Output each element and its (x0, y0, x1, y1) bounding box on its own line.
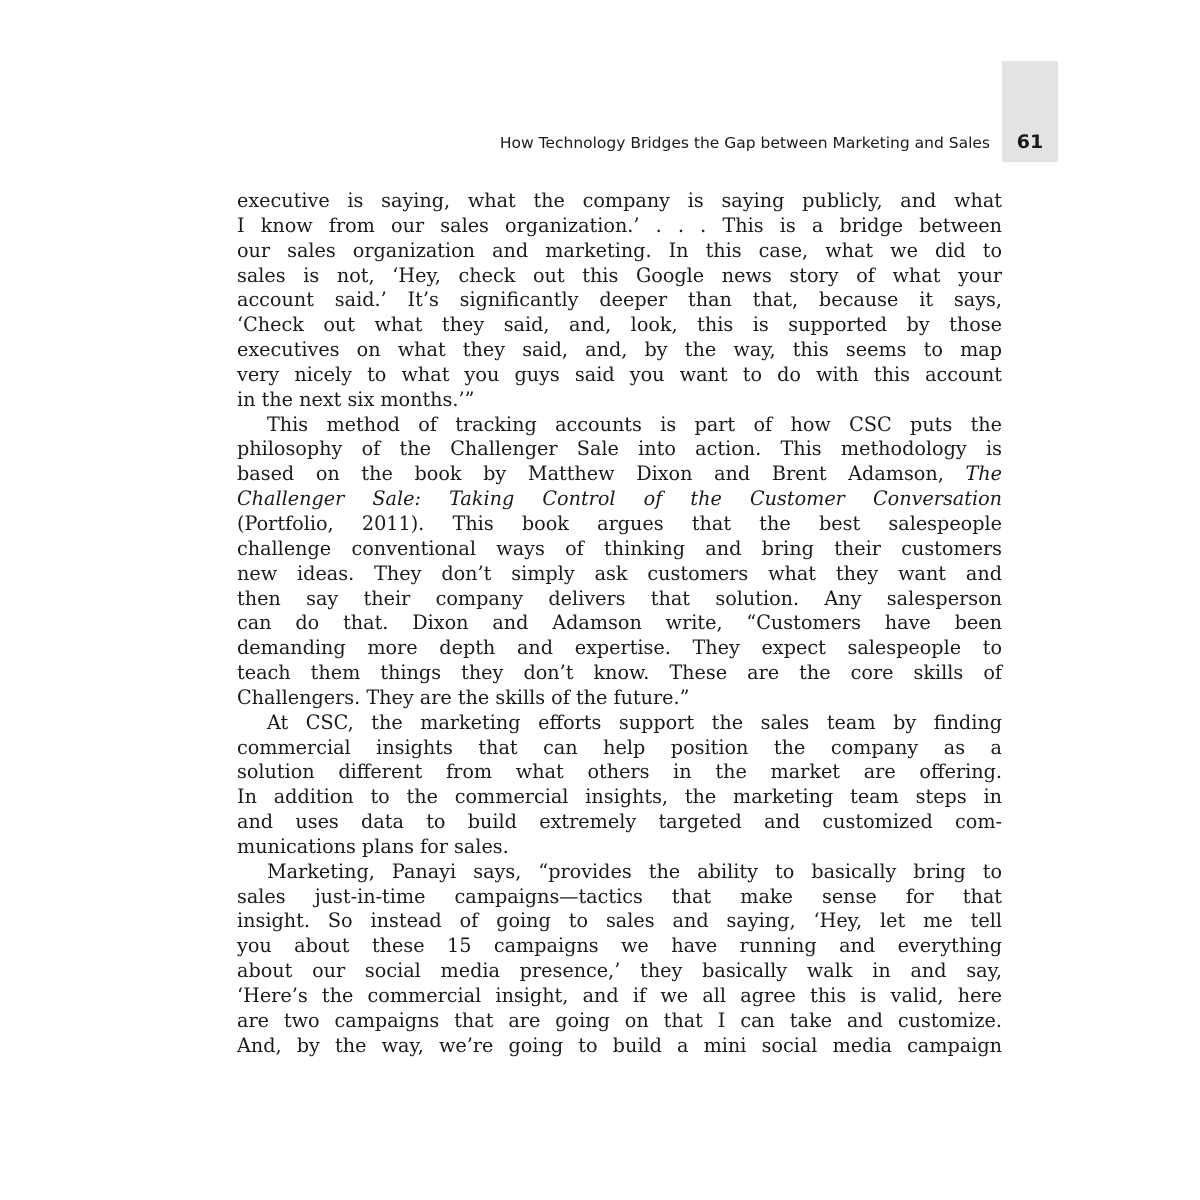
text-line: sales is not, ‘Hey, check out this Google news story of what your (237, 263, 1002, 287)
text-line-with-italic (237, 462, 1002, 487)
text-line: At CSC, the marketing efforts support the sales team by finding (267, 710, 1002, 734)
text-line: solution different from what others in the market are offering. (237, 760, 1002, 784)
body-text (237, 189, 1002, 1059)
text-line: very nicely to what you guys said you want to do with this account (237, 362, 1002, 386)
text-line (237, 487, 1002, 512)
text-line: account said.’ It’s significantly deeper than that, because it says, (237, 288, 1002, 312)
text-line: In addition to the commercial insights, the marketing team steps in (237, 785, 1002, 809)
text-line: then say their company delivers that solution. Any salesperson (237, 586, 1002, 610)
book-title-start: The (965, 462, 1002, 486)
paragraph-3 (237, 711, 1002, 860)
page-number: 61 (1016, 131, 1044, 153)
paragraph-1 (237, 189, 1002, 413)
text-line: Challengers. They are the skills of the future.” (237, 685, 690, 709)
text-line: demanding more depth and expertise. They expect salespeople to (237, 636, 1002, 660)
text-line: executives on what they said, and, by the way, this seems to map (237, 338, 1002, 362)
text-line: ‘Here’s the commercial insight, and if we all agree this is valid, here (237, 984, 1002, 1007)
text-line: teach them things they don’t know. These are the core skills of (237, 661, 1002, 685)
text-line: philosophy of the Challenger Sale into action. This methodology is (237, 437, 1002, 461)
running-head: How Technology Bridges the Gap between Marketing and Sales (499, 134, 990, 152)
text-line: in the next six months.’” (237, 387, 475, 411)
text-line: you about these 15 campaigns we have running and everything (237, 934, 1002, 958)
book-title: Challenger Sale: Taking Control of the Customer Conversation (237, 487, 1002, 511)
text-line: commercial insights that can help position the company as a (237, 735, 1002, 759)
text-line: about our social media presence,’ they basically walk in and say, (237, 959, 1002, 983)
text-line: executive is saying, what the company is saying publicly, and what (237, 189, 1002, 212)
text-line: insight. So instead of going to sales and saying, ‘Hey, let me tell (237, 909, 1002, 933)
paragraph-4 (237, 860, 1002, 1059)
text-line: can do that. Dixon and Adamson write, “Customers have been (237, 611, 1002, 635)
text-segment: based on the book by Matthew Dixon and Brent Adamson, (237, 462, 944, 486)
text-line: (Portfolio, 2011). This book argues that the best salespeople (237, 511, 1002, 535)
text-line: are two campaigns that are going on that I can take and customize. (237, 1008, 1002, 1032)
text-line: challenge conventional ways of thinking and bring their customers (237, 536, 1002, 560)
text-line: This method of tracking accounts is part of how CSC puts the (267, 412, 1002, 436)
paragraph-2 (237, 413, 1002, 711)
text-line: new ideas. They don’t simply ask customers what they want and (237, 561, 1002, 585)
text-line: ‘Check out what they said, and, look, this is supported by those (237, 313, 1002, 337)
text-line: sales just-in-time campaigns—tactics that make sense for that (237, 884, 1002, 908)
text-line: and uses data to build extremely targeted and customized com- (237, 810, 1002, 834)
text-line: our sales organization and marketing. In this case, what we did to (237, 238, 1002, 262)
text-line: munications plans for sales. (237, 834, 509, 858)
text-line: I know from our sales organization.’ . . . This is a bridge between (237, 213, 1002, 237)
text-line: And, by the way, we’re going to build a mini social media campaign (237, 1033, 1002, 1057)
text-line: Marketing, Panayi says, “provides the ability to basically bring to (267, 859, 1002, 883)
